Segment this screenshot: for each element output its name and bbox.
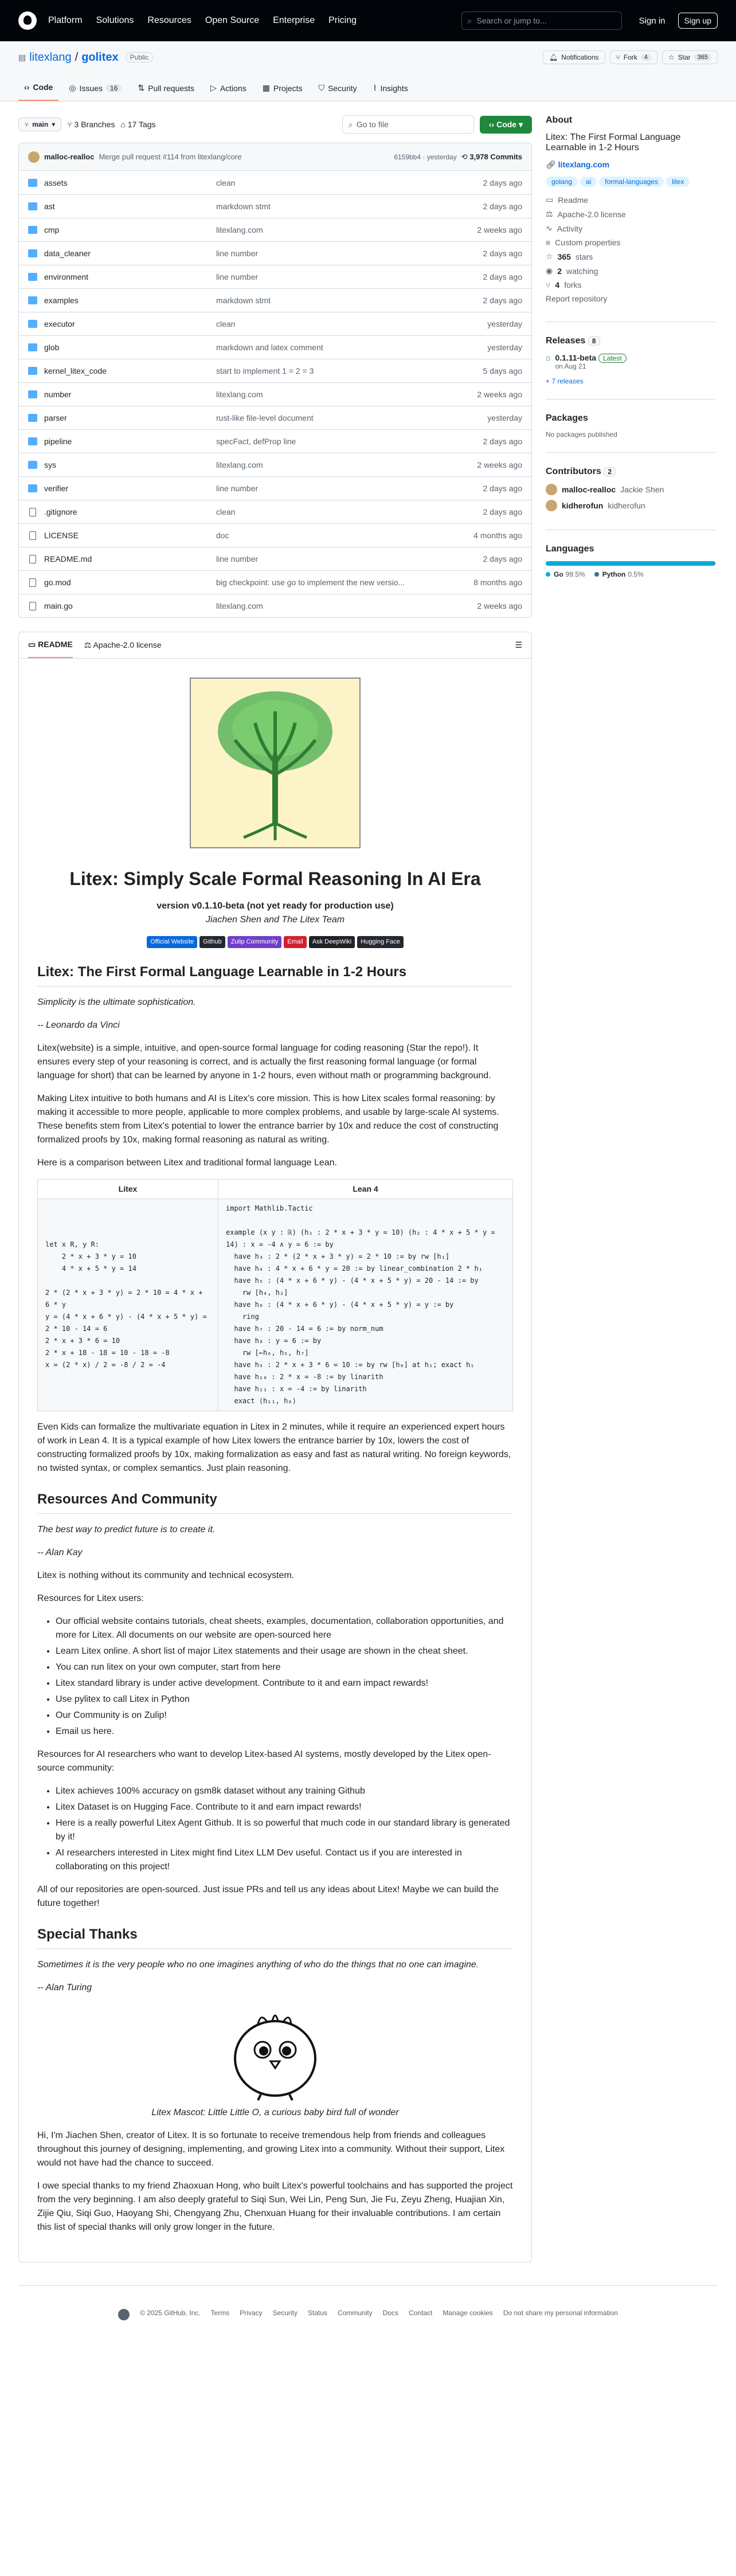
star-icon: ☆ [546, 252, 553, 261]
commit-message[interactable]: Merge pull request #114 from litexlang/core [99, 152, 242, 161]
folder-icon [28, 343, 37, 351]
chevron-down-icon: ▾ [52, 120, 56, 128]
website-link[interactable]: litexlang.com [558, 160, 610, 169]
footer-link[interactable]: Manage cookies [443, 2308, 493, 2317]
contributors-count: 2 [604, 467, 616, 476]
ai-resources-list [56, 1784, 513, 1874]
file-name[interactable]: sys [44, 460, 56, 469]
mascot-caption: Litex Mascot: Little Little O, a curious baby bird full of wonder [151, 2107, 399, 2117]
readme-link[interactable]: ▭ Readme [546, 195, 589, 205]
pulse-icon: ∿ [546, 224, 553, 233]
file-name[interactable]: glob [44, 343, 60, 352]
heading-resources: Resources And Community [37, 1489, 513, 1514]
copyright-text: © 2025 GitHub, Inc. [140, 2308, 201, 2317]
star-button[interactable]: ☆ Star 365 [662, 50, 718, 64]
avatar [546, 500, 557, 511]
footer-link[interactable]: Docs [382, 2308, 399, 2317]
mission-paragraph: Making Litex intuitive to both humans and AI is Litex's core mission. This is how Litex scales formal reasoning: by making it accessible to more people, applicable to more complex problems, and usable by large-scale AI systems. These benefits stem from Litex's potential to lower the entrance barrier by 10x and reduce the cost of constructing formalized proofs by 10x, making formal reasoning as natural as writing. [37, 1093, 499, 1145]
file-row[interactable] [19, 523, 531, 547]
fork-icon: ⑂ [546, 280, 551, 289]
file-commit-message[interactable]: big checkpoint: use go to implement the new versio... [216, 578, 405, 587]
badge-row [37, 936, 513, 948]
file-toolbar [18, 115, 532, 134]
file-name[interactable]: README.md [44, 554, 92, 563]
list-item: • Litex standard library is under active development. Contribute to it and earn impact rewards! [56, 1677, 513, 1690]
report-repository-link[interactable]: Report repository [546, 294, 608, 303]
tab-insights[interactable]: ⌇ Insights [373, 83, 408, 93]
tab-projects[interactable]: ▦ Projects [262, 83, 303, 93]
list-item: • You can run litex on your own computer, start from here [56, 1661, 513, 1674]
release-tag[interactable]: 0.1.11-beta [555, 353, 597, 362]
main-column [18, 115, 532, 2262]
comparison-table [37, 1179, 513, 1411]
file-name[interactable]: .gitignore [44, 507, 77, 516]
file-commit-message[interactable]: litexlang.com [216, 460, 263, 469]
commits-link[interactable]: ⟲ 3,978 Commits [461, 152, 522, 161]
branch-icon: ⑂ [25, 120, 29, 128]
tags-link[interactable]: ⌂ 17 Tags [120, 120, 156, 129]
history-icon: ⟲ [461, 152, 470, 161]
more-releases-link[interactable]: + 7 releases [546, 377, 584, 385]
file-row[interactable] [19, 171, 531, 194]
list-item: • Here is a really powerful Litex Agent Github. It is so powerful that much code in our standard library is generated by it! [56, 1816, 513, 1844]
stars-link[interactable]: ☆ 365 stars [546, 252, 593, 261]
badge[interactable]: Email [284, 936, 307, 948]
file-name[interactable]: LICENSE [44, 531, 79, 540]
issue-icon: ◎ [69, 83, 76, 92]
list-item: • Our official website contains tutorials, cheat sheets, examples, documentation, collaboration opportunities, and more for Litex. All documents on our website are open-sourced here [56, 1615, 513, 1642]
comparison-intro: Here is a comparison between Litex and traditional formal language Lean. [37, 1157, 337, 1168]
nav-platform[interactable]: Platform [48, 15, 83, 25]
branch-selector[interactable]: ⑂ main ▾ [18, 118, 61, 131]
tree-logo [189, 677, 361, 849]
file-row[interactable] [19, 288, 531, 312]
file-commit-date: 2 weeks ago [477, 601, 522, 610]
eye-icon: ◉ [546, 266, 553, 275]
language-percent: 0.5% [628, 570, 644, 578]
file-icon [29, 578, 36, 587]
file-row[interactable] [19, 547, 531, 570]
forks-link[interactable]: ⑂ 4 forks [546, 280, 582, 289]
book-icon: ▭ [28, 640, 38, 649]
file-row[interactable] [19, 429, 531, 453]
repo-separator: / [75, 50, 79, 64]
file-commit-date: 2 weeks ago [477, 390, 522, 399]
authors-text: Jiachen Shen and The Litex Team [205, 915, 345, 925]
language-item[interactable] [594, 570, 644, 578]
commit-author[interactable]: malloc-realloc [44, 152, 95, 161]
license-link[interactable]: ⚖ Apache-2.0 license [546, 209, 626, 219]
search-input[interactable] [461, 11, 622, 30]
releases-count: 8 [588, 336, 600, 346]
code-icon: ‹› [488, 119, 497, 129]
file-commit-message[interactable]: clean [216, 319, 236, 328]
file-commit-message[interactable]: markdown stmt [216, 202, 271, 211]
quote-text: Sometimes it is the very people who no one imagines anything of who do the things that no one can imagine. [37, 1959, 479, 1970]
litex-code-block: let x R, y R: 2 * x + 3 * y = 10 4 * x + 5 * y = 14 2 * (2 * x + 3 * y) = 2 * 10 = 4 * x + 6 * y y = (4 * x + 6 * y) - (4 * x + 5 * y) = 2 * 10 - 14 = 6 2 * x + 3 * 6 = 10 2 * x + 18 - 18 = 10 - 18 = -8 x = (2 * x) / 2 = -8 / 2 = -4 [45, 1240, 207, 1369]
heading-special-thanks: Special Thanks [37, 1924, 513, 1949]
badge[interactable]: Hugging Face [357, 936, 404, 948]
packages-heading[interactable]: Packages [546, 413, 588, 423]
heading-first-formal-language: Litex: The First Formal Language Learnable in 1-2 Hours [37, 962, 513, 986]
topic-tag[interactable]: ai [580, 177, 597, 187]
tab-pull-requests[interactable]: ⇅ Pull requests [138, 83, 195, 93]
note-icon: ≡ [546, 238, 551, 247]
file-commit-message[interactable]: specFact, defProp line [216, 437, 296, 446]
custom-properties-link[interactable]: ≡ Custom properties [546, 238, 621, 247]
file-commit-date: 2 days ago [483, 507, 522, 516]
thanks-paragraph-2: I owe special thanks to my friend Zhaoxuan Hong, who built Litex's powerful toolchains and has supported the project from the very beginning. I am also deeply grateful to Siqi Sun, Wei Lin, Peng Sun, Jie Fu, Zeyu Zheng, Huajian Xin, Zijie Qiu, Siqi Guo, Haoyang Shi, Chengyang Zhu, Chenxuan Huang for their invaluable contributions. I am certain this list of special thanks will only grow longer in the future. [37, 2180, 513, 2232]
contributor-name: kidherofun [608, 501, 645, 510]
folder-icon [28, 390, 37, 398]
file-commit-message[interactable]: line number [216, 484, 259, 493]
bell-icon: 🔔︎ [549, 53, 558, 61]
outline-icon[interactable]: ☰ [515, 640, 522, 649]
file-row[interactable] [19, 570, 531, 594]
file-commit-date: 2 days ago [483, 296, 522, 305]
sign-in-link[interactable]: Sign in [639, 15, 665, 26]
badge[interactable]: Zulip Community [228, 936, 282, 948]
file-commit-date: 2 weeks ago [477, 460, 522, 469]
folder-icon [28, 226, 37, 234]
contributor-username[interactable]: malloc-realloc [562, 485, 616, 494]
repo-header [0, 41, 736, 101]
footer-link[interactable]: Security [272, 2308, 297, 2317]
release-date: on Aug 21 [555, 362, 586, 370]
releases-heading[interactable]: Releases [546, 336, 586, 346]
open-source-paragraph: All of our repositories are open-sourced. Just issue PRs and tell us any ideas about Litex! Maybe we can build the future together! [37, 1884, 499, 1908]
readme-panel [18, 632, 532, 2262]
search-placeholder: Search or jump to... [476, 16, 547, 25]
tab-readme[interactable]: ▭ README [28, 632, 73, 658]
file-commit-message[interactable]: doc [216, 531, 229, 540]
github-footer-logo-icon[interactable] [118, 2309, 130, 2320]
list-item: • Litex Dataset is on Hugging Face. Contribute to it and earn impact rewards! [56, 1800, 513, 1814]
file-name[interactable]: cmp [44, 225, 60, 234]
community-paragraph: Litex is nothing without its community and technical ecosystem. [37, 1570, 295, 1580]
repo-owner-link[interactable]: litexlang [29, 50, 72, 64]
file-row[interactable] [19, 359, 531, 382]
sidebar [546, 115, 715, 2262]
graph-icon: ⌇ [373, 83, 377, 92]
file-row[interactable] [19, 594, 531, 617]
badge[interactable]: Github [199, 936, 225, 948]
language-dot-icon [594, 572, 599, 577]
file-commit-date: 2 days ago [483, 249, 522, 258]
quote-author: -- Leonardo da Vinci [37, 1020, 120, 1030]
nav-resources[interactable]: Resources [147, 15, 191, 25]
file-icon [29, 602, 36, 610]
top-nav [48, 15, 357, 26]
star-icon: ☆ [668, 53, 675, 61]
search-icon: ⌕ [467, 15, 472, 25]
file-commit-date: 2 days ago [483, 202, 522, 211]
mascot-bird [218, 2004, 332, 2101]
contributor[interactable] [546, 484, 715, 495]
language-dot-icon [546, 572, 550, 577]
footer-link[interactable]: Terms [210, 2308, 230, 2317]
github-logo-icon[interactable] [18, 11, 37, 30]
file-commit-date: 8 months ago [473, 578, 522, 587]
branch-icon: ⑂ [67, 120, 75, 129]
search-icon: ⌕ [348, 119, 353, 129]
readme-title: Litex: Simply Scale Formal Reasoning In AI Era [69, 868, 481, 889]
file-commit-message[interactable]: clean [216, 507, 236, 516]
folder-icon [28, 273, 37, 281]
column-header-litex: Litex [38, 1179, 218, 1199]
file-name[interactable]: environment [44, 272, 89, 281]
repo-tabs [18, 73, 718, 101]
footer-link[interactable]: Do not share my personal information [503, 2308, 618, 2317]
shield-icon: ⛉ [318, 83, 325, 92]
file-name[interactable]: pipeline [44, 437, 72, 446]
list-item: • AI researchers interested in Litex might find Litex LLM Dev useful. Contact us if you are interested in collaborating on this project! [56, 1846, 513, 1874]
quote-text: Simplicity is the ultimate sophistication. [37, 997, 196, 1007]
book-icon: ▭ [546, 195, 554, 204]
file-name[interactable]: main.go [44, 601, 73, 610]
contributor[interactable] [546, 500, 715, 511]
language-name: Go [554, 570, 563, 578]
latest-commit [19, 143, 531, 171]
file-name[interactable]: verifier [44, 484, 69, 493]
play-icon: ▷ [210, 83, 217, 92]
file-name[interactable]: go.mod [44, 578, 71, 587]
file-commit-date: 2 days ago [483, 554, 522, 563]
file-commit-message[interactable]: line number [216, 554, 259, 563]
topic-tag[interactable]: litex [666, 177, 690, 187]
file-commit-message[interactable]: line number [216, 272, 259, 281]
topics-list [546, 177, 715, 190]
avatar [28, 151, 40, 163]
file-browser [18, 143, 532, 618]
file-commit-message[interactable]: litexlang.com [216, 225, 263, 234]
no-packages-text: No packages published [546, 430, 617, 439]
tab-code[interactable]: ‹› Code [18, 83, 58, 101]
file-name[interactable]: examples [44, 296, 79, 305]
file-row[interactable] [19, 453, 531, 476]
file-row[interactable] [19, 218, 531, 241]
folder-icon [28, 484, 37, 492]
list-item: • Use pylitex to call Litex in Python [56, 1693, 513, 1706]
file-commit-date: 2 days ago [483, 437, 522, 446]
file-commit-date: 4 months ago [473, 531, 522, 540]
lean-code-block: import Mathlib.Tactic example (x y : ℝ) (h₁ : 2 * x + 3 * y = 10) (h₂ : 4 * x + 5 * y = 14) : x = -4 ∧ y = 6 := by have h₃ : 2 * (2 * x + 3 * y) = 2 * 10 := by rw [h₁] have h₄ : 4 * x + 6 * y = 20 := by linear_combination 2 * h₁ have h₅ : (4 * x + 6 * y) - (4 * x + 5 * y) = 20 - 14 := by rw [h₄, h₂] have h₆ : (4 * x + 6 * y) - (4 * x + 5 * y) = y := by ring have h₇ : 20 - 14 = 6 := by norm_num have h₈ : y = 6 := by rw [←h₆, h₅, h₇] have h₉ : 2 * x + 3 * 6 = 10 := by rw [h₈] at h₁; exact h₁ have h₁₀ : 2 * x = -8 := by linarith have h₁₁ : x = -4 := by linarith exact ⟨h₁₁, h₈⟩ [226, 1204, 495, 1405]
repo-description: Litex: The First Formal Language Learnable in 1-2 Hours [546, 132, 681, 152]
resources-ai-heading: Resources for AI researchers who want to develop Litex-based AI systems, mostly developed by the Litex open-source community: [37, 1749, 491, 1773]
language-percent: 99.5% [565, 570, 585, 578]
language-bar [546, 561, 715, 566]
file-commit-date: yesterday [487, 319, 522, 328]
repo-icon: ▤ [18, 52, 26, 62]
file-row[interactable] [19, 335, 531, 359]
footer-link[interactable]: Contact [409, 2308, 433, 2317]
activity-link[interactable]: ∿ Activity [546, 224, 583, 233]
avatar [546, 484, 557, 495]
issues-count: 16 [106, 84, 122, 92]
nav-pricing[interactable]: Pricing [328, 15, 357, 25]
kids-paragraph: Even Kids can formalize the multivariate equation in Litex in 2 minutes, while it require an experienced expert hours of work in Lean 4. It is a typical example of how Litex lowers the entrance barrier by 10x, lowers the cost of constructing formalized proofs by 10x, making formalization as easy and fast as natural writing. No foreign keywords, no twisted syntax, or complex semantics. Just plain reasoning. [37, 1422, 511, 1473]
tag-icon: ⌂ [120, 120, 128, 129]
folder-icon [28, 367, 37, 375]
file-commit-message[interactable]: clean [216, 178, 236, 187]
badge[interactable]: Official Website [147, 936, 197, 948]
folder-icon [28, 202, 37, 210]
file-row[interactable] [19, 194, 531, 218]
tab-license[interactable]: ⚖ Apache-2.0 license [84, 640, 162, 649]
column-header-lean: Lean 4 [218, 1179, 513, 1199]
folder-icon [28, 437, 37, 445]
file-icon [29, 508, 36, 516]
file-name[interactable]: kernel_litex_code [44, 366, 107, 375]
file-commit-message[interactable]: litexlang.com [216, 601, 263, 610]
intro-paragraph: Litex(website) is a simple, intuitive, and open-source formal language for coding reasoning (Star the repo!). It ensures every step of your reasoning is correct, and is actually the first reasoning formal language (or formal language for short) that can be learned by anyone in 1-2 hours, even without math or programming background. [37, 1043, 491, 1080]
list-item: • Email us here. [56, 1725, 513, 1739]
about-heading: About [546, 115, 573, 125]
user-resources-list [56, 1615, 513, 1739]
thanks-paragraph-1: Hi, I'm Jiachen Shen, creator of Litex. It is so fortunate to receive tremendous help from friends and colleagues throughout this journey of designing, implementing, and growing Litex into a community. Without their support, Litex would not have had the chance to succeed. [37, 2130, 505, 2168]
mascot-image [37, 2004, 513, 2106]
pull-request-icon: ⇅ [138, 83, 145, 92]
latest-badge: Latest [598, 354, 627, 363]
file-commit-date: 2 weeks ago [477, 225, 522, 234]
code-button[interactable]: ‹› Code ▾ [480, 116, 532, 134]
file-commit-date: yesterday [487, 343, 522, 352]
resources-users-heading: Resources for Litex users: [37, 1593, 144, 1603]
tab-actions[interactable]: ▷ Actions [210, 83, 246, 93]
file-commit-date: 2 days ago [483, 484, 522, 493]
watching-link[interactable]: ◉ 2 watching [546, 266, 598, 276]
tab-issues[interactable]: ◎ Issues 16 [63, 83, 127, 101]
list-item: • Litex achieves 100% accuracy on gsm8k dataset without any training Github [56, 1784, 513, 1798]
contributor-username[interactable]: kidherofun [562, 501, 604, 510]
file-commit-message[interactable]: markdown and latex comment [216, 343, 323, 352]
file-icon [29, 555, 36, 563]
folder-icon [28, 179, 37, 187]
version-text: version v0.1.10-beta (not yet ready for production use) [156, 901, 394, 911]
file-name[interactable]: ast [44, 202, 55, 211]
notifications-button[interactable]: 🔔︎ Notifications [543, 50, 605, 64]
commit-hash[interactable]: 6159bb4 · yesterday [394, 152, 457, 161]
footer-link[interactable]: Community [338, 2308, 373, 2317]
file-row[interactable] [19, 406, 531, 429]
footer-link[interactable]: Status [308, 2308, 328, 2317]
star-count: 365 [694, 54, 711, 61]
scale-icon: ⚖ [84, 640, 93, 649]
file-row[interactable] [19, 241, 531, 265]
repo-name-link[interactable]: golitex [81, 50, 119, 64]
contributor-name: Jackie Shen [620, 485, 664, 494]
nav-enterprise[interactable]: Enterprise [273, 15, 315, 25]
file-icon [29, 531, 36, 540]
file-commit-message[interactable]: line number [216, 249, 259, 258]
scale-icon: ⚖ [546, 209, 553, 218]
file-name[interactable]: assets [44, 178, 68, 187]
topic-tag[interactable]: golang [546, 177, 578, 187]
visibility-badge: Public [126, 52, 154, 62]
page-footer [18, 2285, 718, 2343]
fork-count: 4 [641, 54, 651, 61]
nav-solutions[interactable]: Solutions [96, 15, 134, 25]
file-row[interactable] [19, 476, 531, 500]
tag-icon: ⌂ [546, 353, 551, 362]
contributors-heading[interactable]: Contributors [546, 467, 601, 476]
folder-icon [28, 296, 37, 304]
file-commit-message[interactable]: markdown stmt [216, 296, 271, 305]
table-icon: ▦ [262, 83, 270, 92]
list-item: • Our Community is on Zulip! [56, 1709, 513, 1722]
file-commit-message[interactable]: rust-like file-level document [216, 413, 314, 422]
quote-author: -- Alan Kay [37, 1547, 83, 1557]
language-item[interactable] [546, 570, 585, 578]
tab-security[interactable]: ⛉ Security [318, 83, 357, 93]
folder-icon [28, 414, 37, 422]
nav-open-source[interactable]: Open Source [205, 15, 260, 25]
logo-image [37, 677, 513, 854]
file-row[interactable] [19, 500, 531, 523]
list-item: • Learn Litex online. A short list of major Litex statements and their usage are shown in the cheat sheet. [56, 1645, 513, 1658]
language-name: Python [602, 570, 626, 578]
fork-icon: ⑂ [616, 53, 620, 61]
file-commit-date: 5 days ago [483, 366, 522, 375]
badge[interactable]: Ask DeepWiki [309, 936, 355, 948]
file-name[interactable]: parser [44, 413, 67, 422]
file-commit-date: yesterday [487, 413, 522, 422]
file-commit-date: 2 days ago [483, 178, 522, 187]
file-commit-date: 2 days ago [483, 272, 522, 281]
file-name[interactable]: data_cleaner [44, 249, 91, 258]
file-row[interactable] [19, 382, 531, 406]
file-row[interactable] [19, 265, 531, 288]
folder-icon [28, 320, 37, 328]
file-row[interactable] [19, 312, 531, 335]
link-icon: 🔗︎ [546, 160, 558, 169]
sign-up-button[interactable]: Sign up [678, 13, 718, 29]
quote-text: The best way to predict future is to create it. [37, 1524, 216, 1534]
branches-link[interactable]: ⑂ 3 Branches [67, 120, 115, 129]
footer-link[interactable]: Privacy [240, 2308, 263, 2317]
quote-author: -- Alan Turing [37, 1982, 92, 1992]
topic-tag[interactable]: formal-languages [599, 177, 664, 187]
go-to-file-input[interactable]: ⌕ Go to file [342, 115, 474, 134]
folder-icon [28, 461, 37, 469]
fork-button[interactable]: ⑂ Fork 4 [610, 50, 657, 64]
file-commit-message[interactable]: start to implement 1 = 2 = 3 [216, 366, 314, 375]
file-commit-message[interactable]: litexlang.com [216, 390, 263, 399]
code-icon: ‹› [24, 83, 30, 92]
file-name[interactable]: number [44, 390, 72, 399]
folder-icon [28, 249, 37, 257]
file-name[interactable]: executor [44, 319, 75, 328]
top-navbar [0, 0, 736, 41]
languages-heading: Languages [546, 544, 594, 554]
